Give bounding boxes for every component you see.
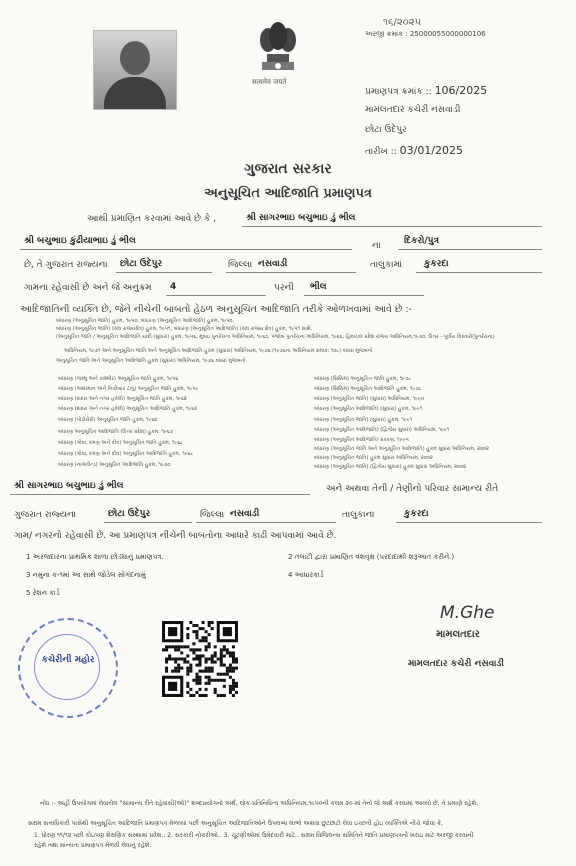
taluka: નસવાડી — [258, 259, 288, 269]
district-label: જિલ્લા — [228, 260, 253, 270]
taluka-repeat: નસવાડી — [230, 509, 260, 519]
state-emblem-icon — [254, 18, 302, 76]
village-resident-text: ગામના રહેવાસી છે અને જે અનુક્રમ — [24, 283, 152, 293]
requirement-5: 5 રેશન કાર્ડ — [26, 589, 60, 597]
tribe-statement: આદિજાતિની વ્યક્તિ છે, જેને નીચેની બાબતો હેઠળ અનુસૂચિત આદિજાતિ તરીકે ઓળખવામાં આવે છે :- — [20, 304, 412, 315]
state-text: ગુજરાત રાજ્યના — [14, 510, 77, 520]
issue-date-value: 03/01/2025 — [399, 144, 464, 157]
certificate-title: અનુસૂચિત આદિજાતિ પ્રમાણપત્ર — [204, 186, 372, 201]
footer-line-2: સક્ષમ સત્તાધિકારી પાસેથી અનુસૂચિત આદિજાતિ પ્રમાણપત્ર મેળવ્યા પછી અનુસૂચિત આદિજાતિઓને ઉપલબ્ધ લાભો અથવા છુટછાટો લેવા ઇચ્છતી હોઇ વ્યક્તિએ નીચે જોવા કે, — [28, 820, 443, 827]
order-left-1: બંધારણ (જમ્મુ અને કાશ્મીર) અનુસૂચિત જાતિ હુકમ, ૧૯૫૬ — [58, 376, 179, 382]
certificate-number — [365, 84, 487, 97]
order-right-9: બંધારણ (અનુસૂચિત જાતિ) હુકમ સુધારા અધિનિયમ, ૨૦૦૨ — [314, 455, 433, 461]
applicant-photo — [93, 30, 177, 110]
village-repeat: કુકરદા — [404, 509, 429, 519]
district-repeat-label: જિલ્લા — [200, 510, 225, 520]
application-value: 25000055000000106 — [409, 30, 486, 38]
district-repeat: છોટા ઉદેપુર — [108, 509, 151, 519]
emblem-motto: सत्यमेव जयते — [252, 78, 287, 86]
resident-text: છે, તે ગુજરાત રાજ્યના — [24, 260, 108, 270]
order-right-2: બંધારણ (સિક્કિમ) અનુસૂચિત આદિજાતિ હુકમ, ૧૯૭૮ — [314, 386, 422, 392]
relation: દિકરો/પુત્ર — [404, 236, 439, 246]
issue-date-label: તારીખ :: — [365, 147, 397, 157]
certificate-number-value: 106/2025 — [434, 84, 488, 97]
taluka-label: તાલુકામાં — [370, 260, 403, 270]
order-right-10: બંધારણ (અનુસૂચિત જાતિ) (દ્વિતીય સુધારા) હુકમ સુધારા અધિનિયમ, ૨૦૦૨ — [314, 464, 467, 470]
order-left-7: બંધારણ (ગોવા, દમણ અને દીવ) અનુસૂચિત જાતિ હુકમ, ૧૯૬૮ — [58, 440, 183, 446]
footer-line-4: રહેશે તથા માન્યતા પ્રમાણપત્ર મેળવી લેવાનું રહેશે. — [34, 842, 152, 849]
order-line-3: (અનુસૂચિત જાતિ / અનુસૂચિત આદિજાતિ યાદી (સુધારા) હુકમ, ૧૯૫૬, મુંબઇ પુનર્રચના અધિનિયમ, ૧૯૬૦, પંજાબ પુનર્રચના અધિનિયમ, ૧૯૬૬, હિમાચલ પ્રદેશ રાજ્ય અધિનિયમ,૧૯૭૦, ઉત્તર - પૂર્વીય વિસ્તારો(પુનર્રચના) — [56, 334, 495, 340]
issue-date — [365, 144, 463, 157]
officer-signature: M.Ghe — [440, 603, 495, 623]
certificate-number-label: પ્રમાણપત્ર ક્રમાંક :: — [365, 87, 432, 97]
tribe-name: ભીલ — [310, 282, 327, 292]
government-title: ગુજરાત સરકાર — [244, 161, 332, 177]
applicant-name-repeat: શ્રી સાગરભાઇ બચુભાઇ ડું ભીલ — [14, 481, 124, 491]
pari-label: પરની — [274, 283, 294, 293]
applicant-name: શ્રી સાગરભાઇ બચુભાઇ ડું ભીલ — [246, 213, 356, 223]
order-left-3: બંધારણ (દાદરા અને નગર હવેલી) અનુસૂચિત જાતિ હુકમ, ૧૯૬૨ — [58, 396, 187, 402]
order-line-5: અનુસૂચિત જાતિ અને અનુસૂચિત આદિજાતિ હુકમ (સુધારા) અધિનિયમ, ૧૯૭૬ વધારા મુજબનો — [56, 358, 246, 364]
office-seal — [18, 618, 118, 718]
order-right-7: બંધારણ (અનુસૂચિત આદિજાતિ) પ્રકરણ, ૧૯૯૫ — [314, 437, 409, 443]
order-left-4: બંધારણ (દાદરા અને નગર હવેલી) અનુસૂચિત આદિજાતિ હુકમ, ૧૯૬૨ — [58, 406, 198, 412]
order-left-2: બંધારણ (આંદામાન અને નિકોબાર ટાપુ) અનુસૂચિત જાતિ હુકમ, ૧૯૫૯ — [58, 386, 199, 392]
village: કુકરદા — [424, 259, 449, 269]
order-left-6: બંધારણ અનુસૂચિત આદિજાતિ (ઉત્તર પ્રદેશ) હુકમ, ૧૯૬૭ — [58, 429, 173, 435]
office-location: છોટા ઉદેપુર — [365, 125, 407, 135]
order-right-8: બંધારણ (અનુસૂચિત જાતિ અને અનુસૂચિત આદિજાતિ) હુકમ સુધારા અધિનિયમ, ૨૦૦૨ — [314, 446, 489, 452]
order-line-4: અધિનિયમ, ૧૯૭૧ અને અનુસૂચિત જાતિ અને અનુસૂચિત આદિજાતિ હુકમ (સુધારા) અધિનિયમ, ૧૯૭૬ (૧૯૭૬ના અધિનિયમ ક્રમાંક: ૧૦૮) વધારા મુજબનો — [64, 348, 373, 354]
order-right-4: બંધારણ (અનુસૂચિત આદિજાતિ) (સુધારા) હુકમ, ૧૯૯૧ — [314, 406, 423, 412]
serial-number: 4 — [170, 282, 177, 292]
footer-line-3: 1. ધોરણ ૧૧/૧૨ પછી કોઇપણ શૈક્ષણિક સંસ્થામાં પ્રવેશ.. 2. સરકારી નોકરીઓ.. 3. ચૂંટણીઓમાં ઉમેદવારી માટે.. સક્ષમ વિજિલન્સ સમિતિને જાતિ પ્રમાણપત્રની ખરાઇ માટે અરજી કરવાની — [34, 832, 474, 839]
taluka-repeat-label: તાલુકાના — [342, 510, 375, 520]
application-label: અરજી ક્રમાંક : — [365, 30, 408, 38]
application-number — [365, 30, 486, 39]
certify-text: આથી પ્રમાણિત કરવામાં આવે છે કે , — [87, 214, 216, 224]
office-seal-text: કચેરીની મહોર — [41, 655, 95, 665]
order-right-1: બંધારણ (સિક્કિમ) અનુસૂચિત જાતિ હુકમ, ૧૯૭૮ — [314, 376, 412, 382]
requirement-1: 1 અરજદારના પ્રાથમિક શાળા છોડ્યાનું પ્રમાણપત્ર. — [26, 553, 164, 561]
order-left-8: બંધારણ (ગોવા, દમણ અને દીવ) અનુસૂચિત આદિજાતિ હુકમ, ૧૯૬૮ — [58, 451, 194, 457]
order-line-1: બંધારણ (અનુસૂચિત જાતિ) હુકમ, ૧૯૫૦, બંધારણ (અનુસૂચિત આદિજાતિ) હુકમ, ૧૯૫૦, — [56, 318, 235, 324]
officer-office: મામલતદાર કચેરી નસવાડી — [408, 659, 504, 669]
district: છોટા ઉદેપુર — [120, 259, 163, 269]
handwritten-number: ૧૬/૨૦૨૫ — [383, 17, 422, 28]
order-left-9: બંધારણ (નાગાલેન્ડ) અનુસૂચિત આદિજાતિ હુકમ, ૧૯૭૦ — [58, 462, 171, 468]
requirement-2: 2 તલાટી દ્વારા પ્રમાણિત વંશવૃક્ષ (પરદાદાથી શરૂઆત કરીને.) — [288, 553, 455, 561]
qr-code-icon — [162, 620, 238, 698]
footer-note: નોંધ :- અહીં ઉપયોગમાં લેવાયેલ "સામાન્ય રીતે રહેવાસી(ઓ)" શબ્દપ્રયોગનો અર્થ, લોક-પ્રતિનિધિત્વ અધિનિયમ,૧૯૫૦ની કલમ ૨૦-માં તેનો જે અર્થ કરવામાં આવ્યો છે, તે પ્રમાણે રહેશે. — [40, 800, 478, 807]
order-right-5: બંધારણ (અનુસૂચિત જાતિ) (સુધારા) હુકમ, ૧૯૯૧ — [314, 417, 413, 423]
issued-basis-text: ગામ/ નગરનો રહેવાસી છે. આ પ્રમાણપત્ર નીચેની બાબતોના આધારે કાઢી આપવામાં આવે છે. — [14, 531, 337, 541]
na-label: ના — [372, 241, 381, 251]
officer-designation: મામલતદાર — [436, 629, 480, 640]
requirement-4: 4 આધારકાર્ડ — [288, 571, 324, 579]
requirement-3: 3 નમુના ક-૧માં આ સાથે જોડેલ સોગંદનામું — [26, 571, 146, 579]
order-right-3: બંધારણ (અનુસૂચિત જાતિ) (સુધારા) અધિનિયમ, ૧૯૯૦ — [314, 396, 424, 402]
issuing-office: મામલતદાર કચેરી નસવાડી — [365, 105, 461, 115]
father-name: શ્રી બચુભાઇ કુંઢીયાભાઇ ડું ભીલ — [24, 236, 136, 246]
order-line-2: બંધારણ (અનુસૂચિત જાતિ) (સંઘ રાજ્યક્ષેત્ર) હુકમ, ૧૯૫૧, બંધારણ (અનુસૂચિત આદિજાતિ) (સંઘ રાજ્ય ક્ષેત્ર) હુકમ, ૧૯૫૧ સાથે. — [56, 326, 313, 332]
order-left-5: બંધારણ (પોંડીચેરી) અનુસૂચિત જાતિ હુકમ, ૧૯૬૪ — [58, 417, 158, 423]
family-residence-text: અને અથવા તેની / તેણીનો પરિવાર સામાન્ય રીતે — [326, 484, 499, 494]
order-right-6: બંધારણ (અનુસૂચિત આદિજાતિ) (દ્વિતીય સુધારા) અધિનિયમ, ૧૯૯૧ — [314, 427, 450, 433]
